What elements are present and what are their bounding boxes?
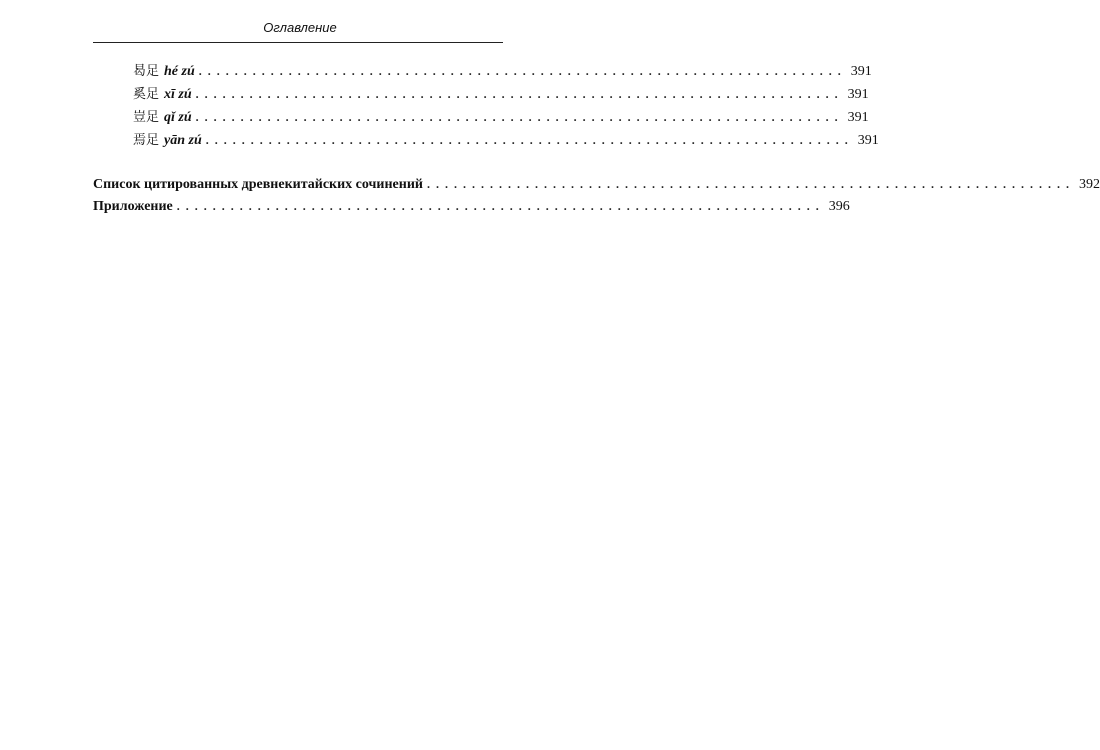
toc-entry (133, 107, 869, 127)
dot-leader: ........................................................................ (176, 199, 825, 213)
toc-entry-page: 391 (850, 64, 872, 79)
dot-leader: ........................................................................ (426, 177, 1075, 191)
running-header: Оглавление (263, 20, 337, 35)
dot-leader: ........................................................................ (205, 133, 854, 147)
toc-section-page: 396 (828, 199, 850, 214)
toc-entry-hanzi: 奚足 (133, 87, 160, 102)
toc-entry-pinyin: hé zú (164, 64, 195, 79)
toc-entry-pinyin: xī zú (164, 87, 192, 102)
dot-leader: ........................................................................ (195, 110, 844, 124)
header-divider (93, 42, 503, 43)
dot-leader: ........................................................................ (198, 64, 847, 78)
toc-section-title: Список цитированных древнекитайских сочинений (93, 177, 423, 192)
toc-entry (133, 84, 869, 104)
toc-section-page: 392 (1078, 177, 1100, 192)
toc-section-entry (93, 174, 1100, 194)
toc-entry (133, 61, 872, 81)
toc-entry (133, 130, 879, 150)
toc-section-entry (93, 196, 850, 216)
toc-entry-pinyin: qǐ zú (164, 110, 192, 125)
toc-entry-hanzi: 曷足 (133, 64, 160, 79)
dot-leader: ........................................................................ (195, 87, 844, 101)
toc-entry-page: 391 (847, 110, 869, 125)
toc-entry-page: 391 (847, 87, 869, 102)
toc-entry-pinyin: yān zú (164, 133, 202, 148)
toc-entry-hanzi: 焉足 (133, 133, 160, 148)
toc-entry-page: 391 (857, 133, 879, 148)
toc-section-title: Приложение (93, 199, 173, 214)
toc-entry-hanzi: 豈足 (133, 110, 160, 125)
